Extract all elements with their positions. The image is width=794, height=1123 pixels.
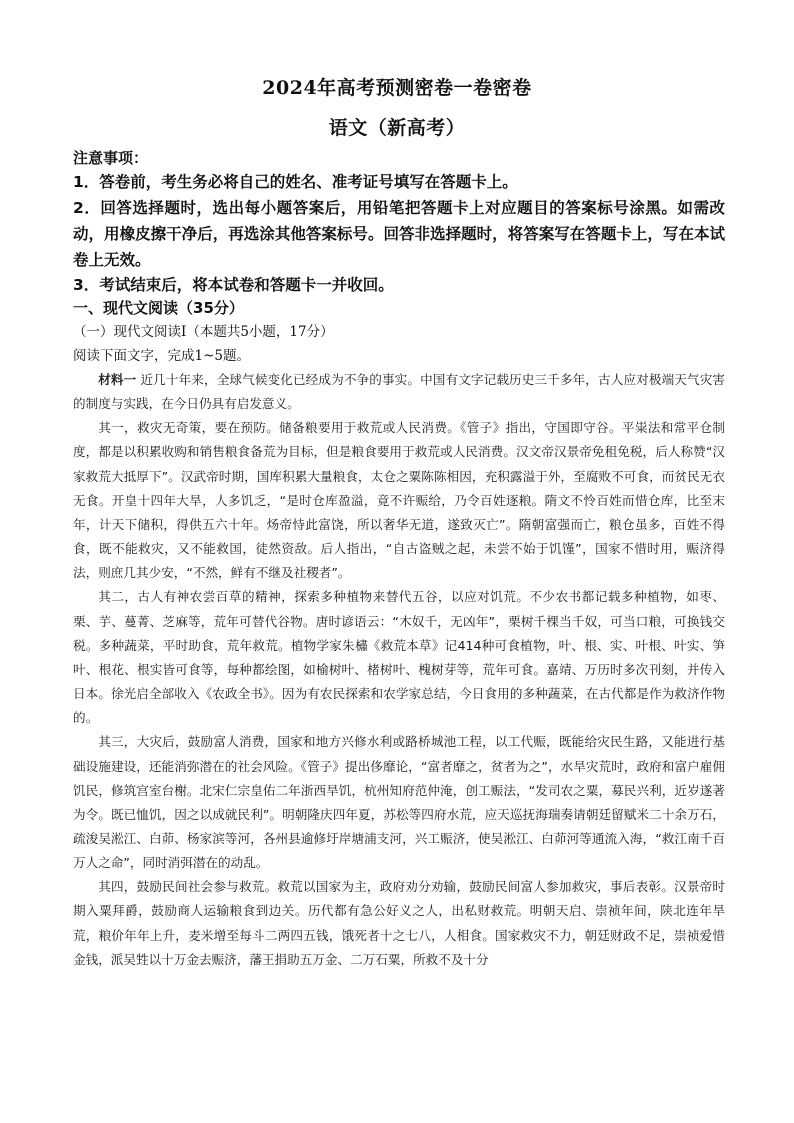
notice-item-3: 3．考试结束后，将本试卷和答题卡一并收回。 [73,276,394,294]
exam-title: 2024年高考预测密卷一卷密卷 [262,77,532,99]
passage-paragraph-2: 其一，救灾无奇策，要在预防。储备粮要用于救荒或人民消费。《管子》指出，守国即守谷。平粜法和常平仓制度，都是以积累收购和销售粮食备荒为目标，但是粮食要用于救荒或人民消费。汉文帝汉景帝免租免税，后人称赞“汉家救荒大抵厚下”。汉武帝时期，国库积累大量粮食，太仓之粟陈陈相因，充积露溢于外，至腐败不可食，而贫民无衣无食。开皇十四年大旱，人多饥乏，“是时仓库盈溢，竟不许赈给，乃令百姓逐粮。隋文不怜百姓而惜仓库，比至末年，计天下储积，得供五六十年。炀帝恃此富饶，所以奢华无道，遂致灭亡”。隋朝富强而亡，粮仓虽多，百姓不得食，既不能救灾，又不能救国，徒然资敌。后人指出，“自古盗贼之起，未尝不始于饥馑”，国家不惜时用，赈济得法，则庶几其少安，“不然，鲜有不继及社稷者”。 [73,420,725,581]
notice-item-1: 1．答卷前，考生务必将自己的姓名、准考证号填写在答题卡上。 [73,173,518,191]
sub-section-heading: （一）现代文阅读Ⅰ（本题共5小题，17分） [73,324,334,340]
passage-paragraph-3: 其二，古人有神农尝百草的精神，探索多种植物来替代五谷，以应对饥荒。不少农书都记载多种植物，如枣、栗、芋、蔓菁、芝麻等，荒年可替代谷物。唐时谚语云：“木奴千，无凶年”，栗树千棵当千奴，可当口粮，可换钱交税。多种蔬菜，平时助食，荒年救荒。植物学家朱橚《救荒本草》记414种可食植物，叶、根、实、叶根、叶实、笋叶、根花、根实皆可食等，每种都绘图，如榆树叶、楮树叶、槐树芽等，荒年可食。嘉靖、万历时多次刊刻，并传入日本。徐光启全部收入《农政全书》。因为有农民探索和农学家总结，今日食用的多种蔬菜，在古代都是作为救济作物的。 [73,589,725,726]
material-label: 材料一 [98,372,137,387]
exam-subtitle: 语文（新高考） [328,117,466,139]
reading-instruction: 阅读下面文字，完成1~5题。 [73,348,250,364]
passage-paragraph-5: 其四，鼓励民间社会参与救荒。救荒以国家为主，政府劝分劝输，鼓励民间富人参加救灾，事后表彰。汉景帝时期入粟拜爵，鼓励商人运输粮食到边关。历代都有急公好义之人，出私财救荒。明朝天启、崇祯年间，陕北连年旱荒，粮价年年上升，麦米增至每斗二两四五钱，饿死者十之七八，人相食。国家救灾不力，朝廷财政不足，崇祯爱惜金钱，派吴甡以十万金去赈济，藩王捐助五万金、二万石粟，所救不及十分 [73,879,725,967]
notice-item-2: 2．回答选择题时，选出每小题答案后，用铅笔把答题卡上对应题目的答案标号涂黑。如需改动，用橡皮擦干净后，再选涂其他答案标号。回答非选择题时，将答案写在答题卡上，写在本试卷上无效。 [73,199,725,269]
reading-passage [73,368,725,972]
passage-paragraph-4: 其三，大灾后，鼓励富人消费，国家和地方兴修水利或路桥城池工程，以工代赈，既能给灾民生路，又能进行基础设施建设，还能消弥潜在的社会风险。《管子》提出侈靡论，“富者靡之，贫者为之”，水旱灾荒时，政府和富户雇佣饥民，修筑宫室台榭。北宋仁宗皇佑二年浙西旱饥，杭州知府范仲淹，创工赈法，“发司农之粟，募民兴利，近岁遂著为令。既已恤饥，因之以成就民利”。明朝隆庆四年夏，苏松等四府水荒，应天巡抚海瑞奏请朝廷留赋米二十余万石，疏浚吴淞江、白茆、杨家滨等河，各州县逾修圩岸塘浦支河，兴工赈济，使吴淞江、白茆河等通流入海，“救江南千百万人之命”，同时消弭潜在的动乱。 [73,734,725,871]
notice-heading: 注意事项： [73,149,149,167]
section-heading: 一、现代文阅读（35分） [73,299,244,317]
passage-paragraph-1 [73,368,725,416]
paragraph-text: 近几十年来，全球气候变化已经成为不争的事实。中国有文字记载历史三千多年，古人应对极端天气灾害的制度与实践，在今日仍具有启发意义。 [73,372,726,412]
